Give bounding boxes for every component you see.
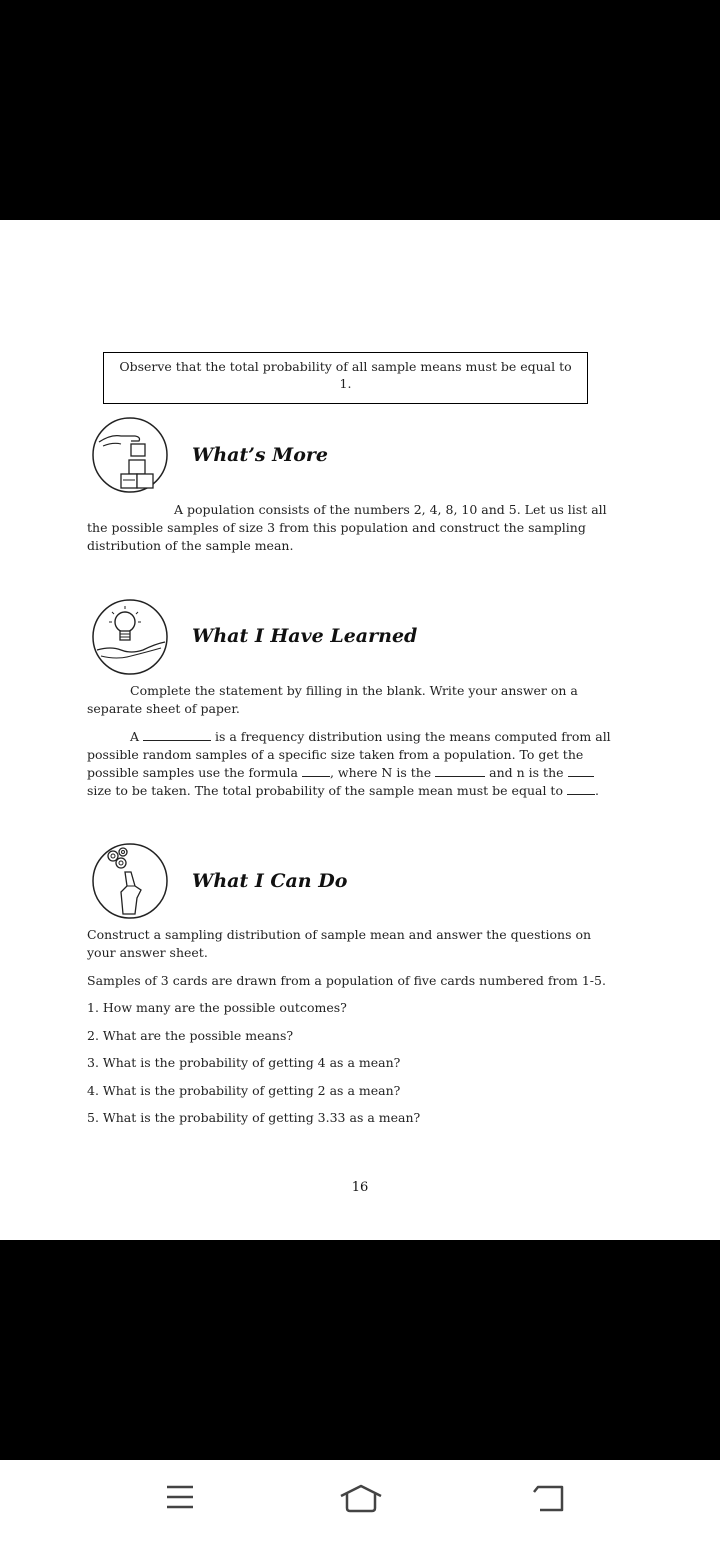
- whats-more-paragraph: [87, 501, 632, 555]
- list-item: 4. What is the probability of getting 2 as a mean?: [87, 1082, 401, 1098]
- section-title-whats-more: What’s More: [192, 444, 328, 466]
- para-line: your answer sheet.: [87, 945, 208, 960]
- para-line: separate sheet of paper.: [87, 701, 240, 716]
- blank-line: [567, 783, 595, 795]
- statement-text: .: [594, 783, 599, 798]
- lightbulb-hand-icon: [91, 598, 169, 676]
- statement-text: is a frequency distribution using the means computed from all: [215, 729, 611, 744]
- document-page: [0, 220, 720, 1240]
- system-navigation-bar: [0, 1460, 720, 1544]
- para-line: Complete the statement by filling in the blank. Write your answer on a: [130, 683, 578, 698]
- blank-line: [568, 765, 594, 777]
- recents-icon[interactable]: [163, 1480, 197, 1516]
- hand-blocks-icon: [91, 416, 169, 494]
- fill-in-statement: [87, 728, 632, 800]
- viewer-background: [0, 1240, 720, 1460]
- para-line: Construct a sampling distribution of sample mean and answer the questions on: [87, 927, 592, 942]
- statement-text: size to be taken. The total probability of the sample mean must be equal to: [87, 783, 563, 798]
- can-do-intro: [87, 926, 632, 962]
- learned-instructions: [87, 682, 632, 718]
- status-area: [0, 0, 720, 220]
- para-line: A population consists of the numbers 2, 4, 8, 10 and 5. Let us list all: [174, 502, 607, 517]
- blank-line: [435, 765, 485, 777]
- statement-text: possible samples use the formula: [87, 765, 298, 780]
- list-item: 2. What are the possible means?: [87, 1027, 294, 1043]
- list-item: 1. How many are the possible outcomes?: [87, 1000, 347, 1015]
- note-box: [103, 352, 588, 404]
- para-line: Samples of 3 cards are drawn from a population of five cards numbered from 1-5.: [87, 973, 606, 988]
- back-icon[interactable]: [528, 1480, 568, 1516]
- can-do-context: [87, 972, 632, 990]
- hand-gears-icon: [91, 842, 169, 920]
- statement-word: A: [130, 729, 140, 744]
- statement-text: , where N is the: [329, 765, 432, 780]
- blank-line: [302, 765, 330, 777]
- list-item: 3. What is the probability of getting 4 as a mean?: [87, 1055, 401, 1070]
- home-icon[interactable]: [337, 1480, 385, 1516]
- section-title-learned: What I Have Learned: [192, 625, 418, 647]
- page-number: 16: [351, 1180, 369, 1195]
- statement-text: possible random samples of a specific size taken from a population. To get the: [87, 747, 584, 762]
- blank-line: [143, 729, 211, 741]
- list-item: 5. What is the probability of getting 3.33 as a mean?: [87, 1110, 421, 1125]
- para-line: distribution of the sample mean.: [87, 538, 294, 553]
- statement-text: and n is the: [489, 765, 564, 780]
- note-line-2: 1.: [339, 376, 352, 391]
- section-title-can-do: What I Can Do: [192, 870, 348, 892]
- para-line: the possible samples of size 3 from this population and construct the sampling: [87, 520, 586, 535]
- note-line-1: Observe that the total probability of all sample means must be equal to: [119, 359, 572, 374]
